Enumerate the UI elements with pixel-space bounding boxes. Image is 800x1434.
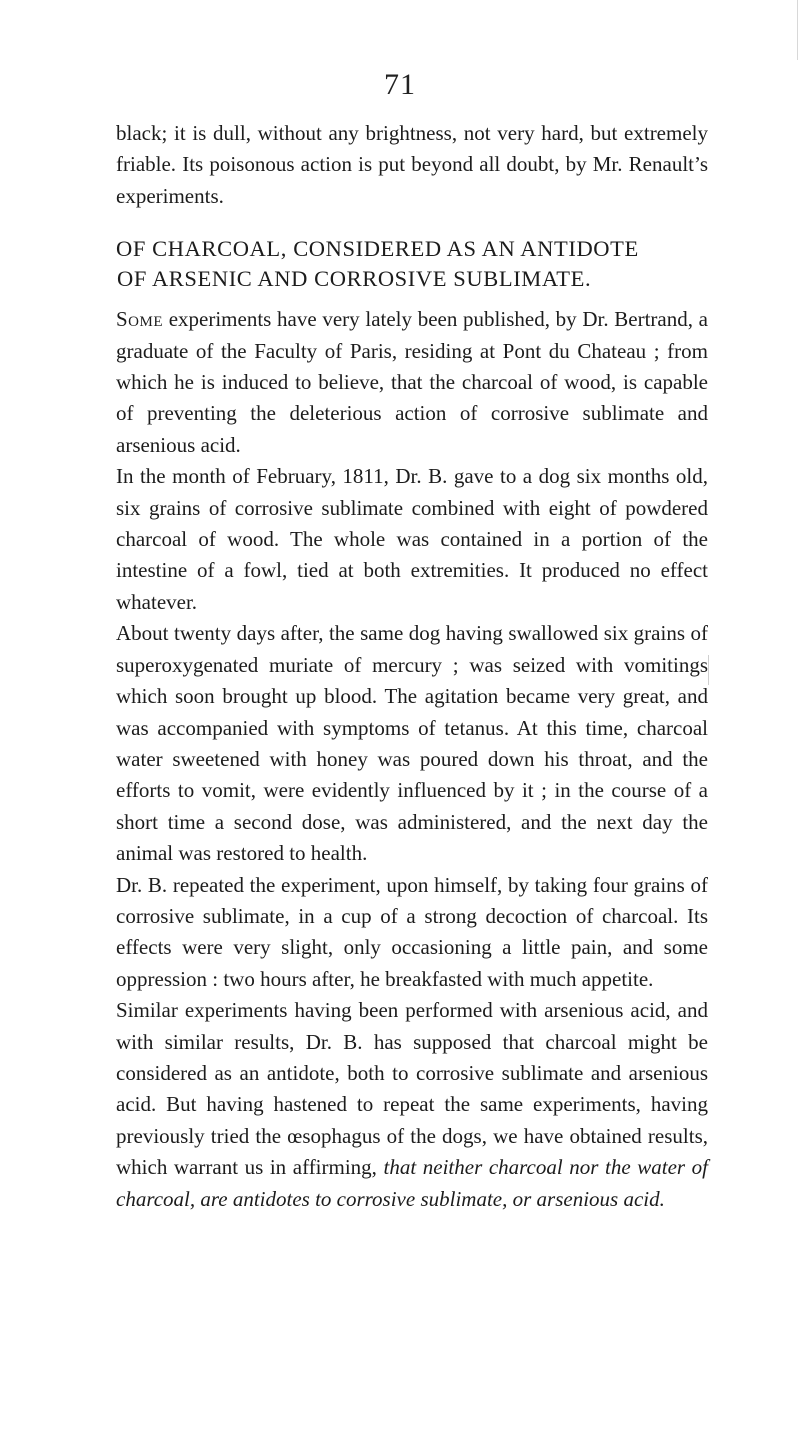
opening-paragraph: black; it is dull, without any brightness, not very hard, but extremely friable. Its poisonous action is put beyond all doubt, by Mr. Renault’s experiments. [116, 121, 708, 208]
margin-mark [708, 655, 713, 685]
page-body [116, 118, 708, 1215]
paragraph-4: Dr. B. repeated the experiment, upon himself, by taking four grains of corrosive sublimate, in a cup of a strong decoction of charcoal. Its effects were very slight, only occasioning a little pain, and some oppression : two hours after, he breakfasted with much appetite. [116, 872, 708, 991]
section-heading-line-1: OF CHARCOAL, CONSIDERED AS AN ANTIDOTE [116, 236, 639, 262]
paragraph-5 [116, 995, 708, 1215]
paragraph-5-italic-conclusion: that neither charcoal nor the water of charcoal, are antidotes to corrosive sublimate, or arsenious acid. [116, 1155, 708, 1211]
paragraph-3: About twenty days after, the same dog having swallowed six grains of superoxygenated muriate of mercury ; was seized with vomitings which soon brought up blood. The agitation became very great, and was accompanied with symptoms of tetanus. At this time, charcoal water sweetened with honey was poured down his throat, and the efforts to vomit, were evidently influenced by it ; in the course of a short time a second dose, was administered, and the next day the animal was restored to health. [116, 621, 708, 866]
paragraph-1-text: experiments have very lately been published, by Dr. Bertrand, a graduate of the Faculty of Paris, residing at Pont du Chateau ; from which he is induced to believe, that the charcoal of wood, is capable of preventing the deleterious action of corrosive sublimate and arsenious acid. [116, 307, 708, 457]
paragraph-1-lead-word: Some [116, 307, 164, 332]
paragraph-2: In the month of February, 1811, Dr. B. gave to a dog six months old, six grains of corrosive sublimate combined with eight of powdered charcoal of wood. The whole was contained in a portion of the intestine of a fowl, tied at both extremities. It produced no effect whatever. [116, 464, 708, 614]
section-heading-line-2: OF ARSENIC AND CORROSIVE SUBLIMATE. [117, 266, 592, 292]
paragraph-5-text: Similar experiments having been performed with arsenious acid, and with similar results, Dr. B. has supposed that charcoal might be considered as an antidote, both to corrosive sublimate and arsenious acid. But having hastened to repeat the same experiments, having previously tried the œsophagus of the dogs, we have obtained results, which warrant us in affirming, [116, 998, 708, 1180]
page-edge-line [797, 0, 798, 60]
section-heading [116, 234, 708, 294]
page-number: 71 [384, 68, 416, 101]
paragraph-1 [116, 304, 708, 461]
